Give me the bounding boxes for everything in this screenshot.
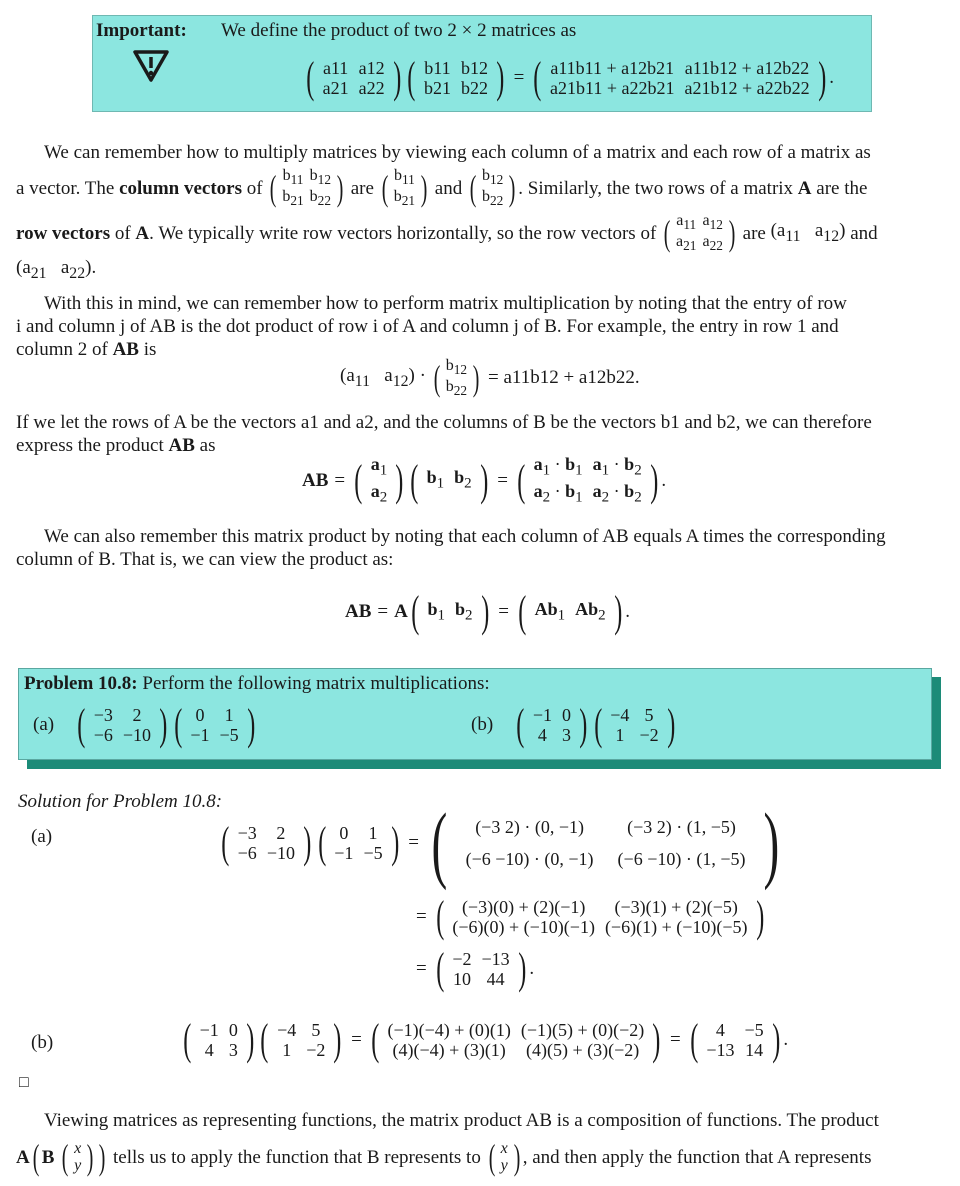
important-equation: ( a11 a12 a21 a22 ) ( b11 b12 b21 b22 ) = ( a11b11 + a12b21 a11b12 + a12b22 a21b11 + a22b21 a21b12 + a22b22 ) . <box>303 56 834 100</box>
dot-product-example: ($a_{11}$ $a_{12}$) · ( $b_{12}$ $b_{22}$ ) = a11b12 + a12b22. <box>340 357 640 399</box>
ab-column-form: AB = A ( $b_1$ $b_2$ ) = ( $Ab_1$ $Ab_2$ ) . <box>345 587 631 636</box>
matrix-a: ( a11 a12 a21 a22 ) <box>306 53 402 102</box>
ab-vector-form: AB = ( $a_1$ $a_2$ ) ( $b_1$ $b_2$ ) = ( $a_1 \cdot b_1$ $a_1 \cdot b_2$ $a_2 \cdot b_1$ $a_2 \cdot b_2$ ) . <box>302 454 667 506</box>
important-label: Important: <box>96 20 187 41</box>
problem-box <box>18 668 932 760</box>
paragraph-composition: Viewing matrices as representing functions, the matrix product AB is a composition of functions. The product A ( B ( x y ) ) tells us to apply the function that B represents to ( x y ) , and then apply the function that A represents <box>16 1110 879 1177</box>
solution-part-a-label: (a) <box>31 826 53 847</box>
problem-part-a: (a) ( −3 2 −6 −10 ) ( 0 1 −1 −5 ) <box>33 700 256 749</box>
problem-label: Problem 10.8: <box>24 673 138 694</box>
problem-text: Perform the following matrix multiplications: <box>142 673 490 694</box>
solution-a-step1: ( −3 2 −6 −10 ) ( 0 1 −1 −5 ) = ( (−3 2) · (0, −1) (−3 2) · (1, −5) (−6 −10) · (0, −1) (−6 −10) · (1, −5) ) <box>221 795 780 891</box>
qed-square-icon: □ <box>19 1074 29 1091</box>
paragraph-column-row-vectors: We can remember how to multiply matrices by viewing each column of a matrix and each row of a matrix as a vector. The column vectors of ( $b_{11}$ $b_{12}$ $b_{21}$ $b_{22}$ ) are ( $b_{11}$ $b_{21}$ ) and ( $b_{12}$ $b_{22}$ ) . Similarly, the two rows of a matrix A are the row vectors of A . We typically write row vectors horizontally, so the row vectors of ( $a_{11}$ $a_{12}$ $a_{21}$ $a_{22}$ ) are ($a_{11}$ $a_{12}$) and ($a_{21}$ $a_{22}$). <box>16 142 878 282</box>
matrix-ab: ( a11b11 + a12b21 a11b12 + a12b22 a21b11 + a22b21 a21b12 + a22b22 ) <box>533 53 826 102</box>
matrix-b: ( b11 b12 b21 b22 ) <box>407 53 505 102</box>
paragraph-columns-view: We can also remember this matrix product by noting that each column of AB equals A times the corresponding column of B. That is, we can view the product as: <box>16 526 886 570</box>
solution-a-step2: = ( (−3)(0) + (2)(−1) (−3)(1) + (2)(−5) (−6)(0) + (−10)(−1) (−6)(1) + (−10)(−5) ) <box>416 892 764 941</box>
important-text: We define the product of two 2 × 2 matrices as <box>221 20 577 41</box>
paragraph-rows-columns: If we let the rows of A be the vectors a1 and a2, and the columns of B be the vectors b1 and b2, we can therefore express the product AB as <box>16 412 872 456</box>
paragraph-dot-product: With this in mind, we can remember how to perform matrix multiplication by noting that the entry of row i and column j of AB is the dot product of row i of A and column j of B. For example, the entry in row 1 and column 2 of AB is <box>16 293 847 360</box>
solution-a-result: = ( −2 −13 10 44 ) . <box>416 944 535 993</box>
solution-b: ( −1 0 4 3 ) ( −4 5 1 −2 ) = ( (−1)(−4) + (0)(1) (−1)(5) + (0)(−2) (4)(−4) + (3)(1) (4)(5) + (3)(−2) ) = ( 4 −5 −13 14 ) . <box>183 1015 789 1064</box>
solution-part-b-label: (b) <box>31 1032 54 1053</box>
important-box <box>92 15 872 112</box>
solution-title: Solution for Problem 10.8: <box>18 791 223 812</box>
warning-triangle-icon <box>131 48 171 84</box>
problem-part-b: (b) ( −1 0 4 3 ) ( −4 5 1 −2 ) <box>471 700 675 749</box>
